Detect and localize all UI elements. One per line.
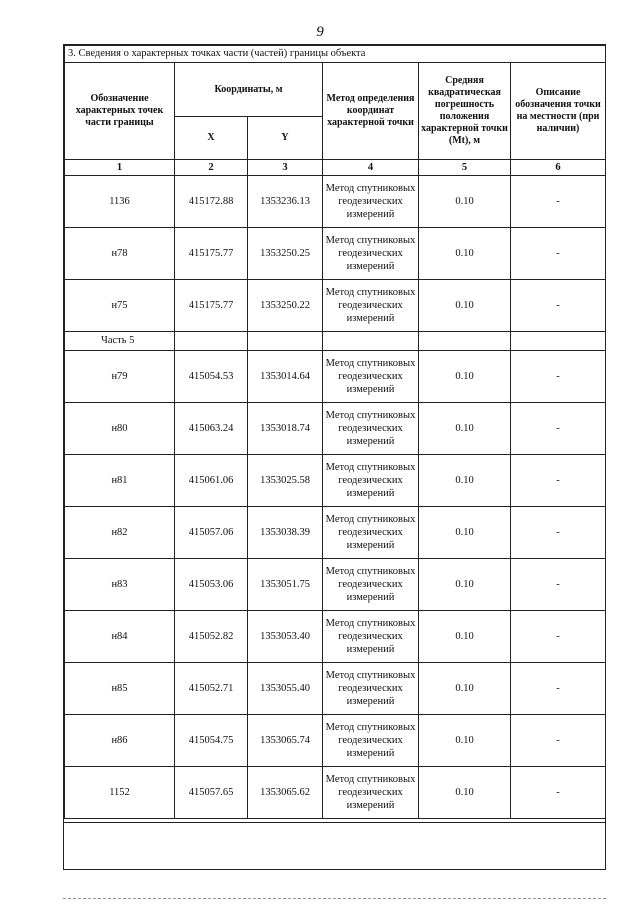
error-cell: 0.10 [419,559,511,611]
boundary-points-table-frame [63,44,606,870]
column-number: 6 [511,160,606,176]
point-designation: н78 [65,228,175,280]
header-description: Описание обозначения точки на местности (при наличии) [511,63,606,160]
coordinate-x: 415054.75 [175,715,248,767]
column-number: 1 [65,160,175,176]
error-cell: 0.10 [419,280,511,332]
description-cell: - [511,351,606,403]
coordinate-y: 1353250.22 [248,280,323,332]
coordinate-y: 1353025.58 [248,455,323,507]
coordinate-x: 415053.06 [175,559,248,611]
point-designation: н80 [65,403,175,455]
table-row [65,455,606,507]
header-point-designation: Обозначение характерных точек части границы [65,63,175,160]
header-x: X [175,117,248,160]
coordinate-y: 1353014.64 [248,351,323,403]
section-title: 3. Сведения о характерных точках части (частей) границы объекта [65,46,606,63]
column-number: 5 [419,160,511,176]
error-cell: 0.10 [419,507,511,559]
description-cell: - [511,403,606,455]
point-designation: н82 [65,507,175,559]
table-row [65,176,606,228]
coordinate-x: 415052.71 [175,663,248,715]
table-row [65,767,606,819]
method-cell: Метод спутниковых геодезических измерений [323,176,419,228]
coordinate-x: 415175.77 [175,280,248,332]
method-cell: Метод спутниковых геодезических измерений [323,611,419,663]
page-bottom-rule [63,898,606,899]
description-cell: - [511,767,606,819]
table-row [65,280,606,332]
coordinate-y: 1353250.25 [248,228,323,280]
table-row [65,715,606,767]
table-row [65,559,606,611]
description-cell: - [511,507,606,559]
description-cell: - [511,455,606,507]
header-method: Метод определения координат характерной точки [323,63,419,160]
column-number: 3 [248,160,323,176]
description-cell: - [511,611,606,663]
description-cell: - [511,559,606,611]
header-coordinates: Координаты, м [175,63,323,117]
point-designation: 1136 [65,176,175,228]
error-cell: 0.10 [419,351,511,403]
table-row [65,611,606,663]
column-numbers-row [65,160,606,176]
point-designation: н86 [65,715,175,767]
method-cell: Метод спутниковых геодезических измерений [323,767,419,819]
method-cell: Метод спутниковых геодезических измерений [323,228,419,280]
point-designation: н83 [65,559,175,611]
coordinate-y: 1353038.39 [248,507,323,559]
coordinate-x: 415054.53 [175,351,248,403]
table-row [65,507,606,559]
coordinate-y: 1353051.75 [248,559,323,611]
error-cell: 0.10 [419,228,511,280]
method-cell: Метод спутниковых геодезических измерений [323,559,419,611]
boundary-points-table [64,45,606,819]
coordinate-y: 1353018.74 [248,403,323,455]
empty-table-area [64,822,605,870]
error-cell: 0.10 [419,663,511,715]
coordinate-x: 415057.65 [175,767,248,819]
point-designation: н84 [65,611,175,663]
error-cell: 0.10 [419,455,511,507]
table-row [65,228,606,280]
point-designation: н81 [65,455,175,507]
column-number: 4 [323,160,419,176]
error-cell: 0.10 [419,767,511,819]
coordinate-x: 415057.06 [175,507,248,559]
coordinate-x: 415061.06 [175,455,248,507]
method-cell: Метод спутниковых геодезических измерений [323,715,419,767]
method-cell: Метод спутниковых геодезических измерений [323,663,419,715]
point-designation: н75 [65,280,175,332]
coordinate-y: 1353236.13 [248,176,323,228]
coordinate-x: 415172.88 [175,176,248,228]
description-cell: - [511,176,606,228]
column-number: 2 [175,160,248,176]
method-cell: Метод спутниковых геодезических измерений [323,507,419,559]
description-cell: - [511,280,606,332]
part-row [65,332,606,351]
description-cell: - [511,663,606,715]
error-cell: 0.10 [419,176,511,228]
error-cell: 0.10 [419,403,511,455]
coordinate-y: 1353065.62 [248,767,323,819]
page-number: 9 [316,24,324,40]
point-designation: н85 [65,663,175,715]
error-cell: 0.10 [419,611,511,663]
point-designation: 1152 [65,767,175,819]
method-cell: Метод спутниковых геодезических измерений [323,455,419,507]
point-designation: н79 [65,351,175,403]
header-y: Y [248,117,323,160]
description-cell: - [511,715,606,767]
table-row [65,351,606,403]
coordinate-x: 415052.82 [175,611,248,663]
error-cell: 0.10 [419,715,511,767]
header-error: Средняя квадратическая погрешность положения характерной точки (Mt), м [419,63,511,160]
coordinate-y: 1353065.74 [248,715,323,767]
coordinate-y: 1353053.40 [248,611,323,663]
table-row [65,663,606,715]
coordinate-y: 1353055.40 [248,663,323,715]
method-cell: Метод спутниковых геодезических измерений [323,351,419,403]
description-cell: - [511,228,606,280]
method-cell: Метод спутниковых геодезических измерений [323,403,419,455]
coordinate-x: 415175.77 [175,228,248,280]
part-label: Часть 5 [65,332,175,351]
table-row [65,403,606,455]
coordinate-x: 415063.24 [175,403,248,455]
method-cell: Метод спутниковых геодезических измерений [323,280,419,332]
